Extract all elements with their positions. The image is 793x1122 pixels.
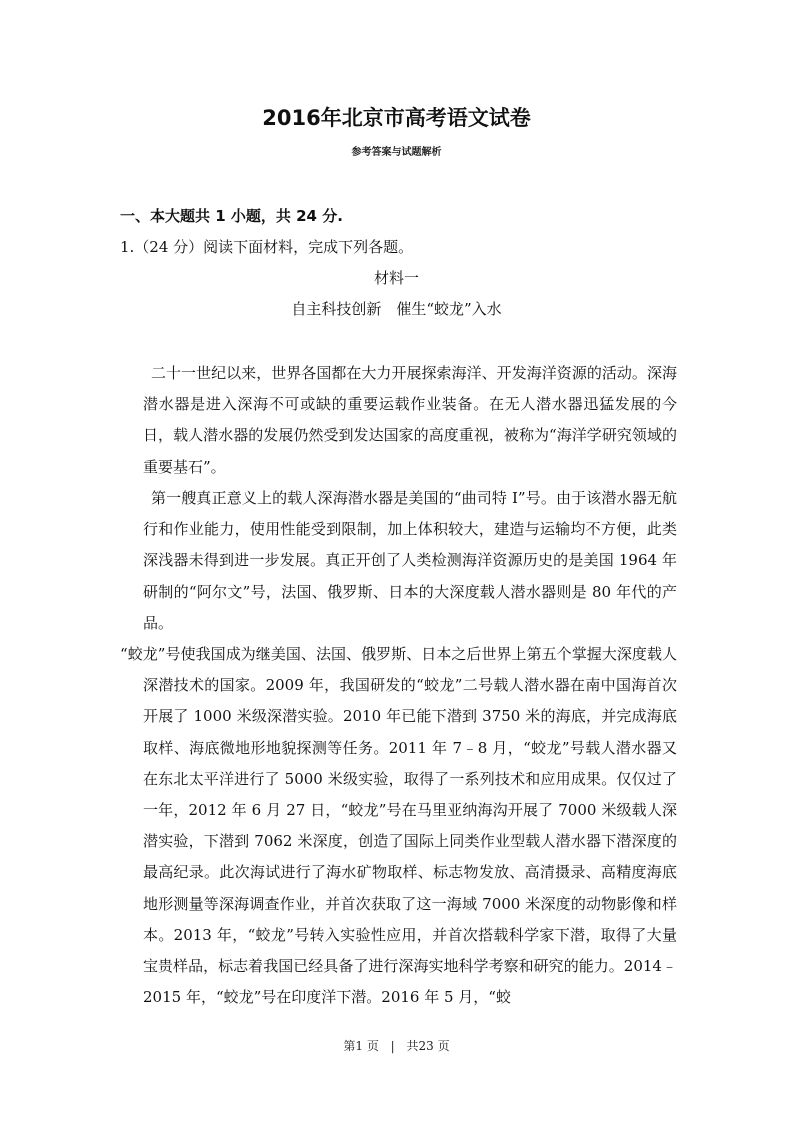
page-subtitle: 参考答案与试题解析 (351, 147, 442, 158)
material-title: 自主科技创新 催生“蛟龙”入水 (291, 300, 502, 318)
paragraph-2: 第一艘真正意义上的载人深海潜水器是美国的“曲司特 I”号。由于该潜水器无航行和作业能力，使用性能受到限制，加上体积较大，建造与运输均不方便，此类深浅器未得到进一步发展。真正开创了人类检测海洋资源历史的是美国 1964 年研制的“阿尔文”号，法国、俄罗斯、日本的大深度载人潜水器则是 80 年代的产品。 (143, 489, 677, 632)
paragraph-1: 二十一世纪以来，世界各国都在大力开展探索海洋、开发海洋资源的活动。深海潜水器是进入深海不可或缺的重要运载作业装备。在无人潜水器迅猛发展的今日，载人潜水器的发展仍然受到发达国家的高度重视，被称为“海洋学研究领域的重要基石”。 (143, 364, 677, 476)
section-heading: 一、本大题共 1 小题，共 24 分. (120, 207, 343, 225)
footer-separator: | (390, 1039, 395, 1053)
page-footer (0, 1038, 793, 1054)
question-intro: 1.（24 分）阅读下面材料，完成下列各题。 (120, 238, 414, 256)
material-label: 材料一 (373, 269, 419, 287)
page-number: 第1 页 (343, 1039, 379, 1053)
paragraph-3: “蛟龙”号使我国成为继美国、法国、俄罗斯、日本之后世界上第五个掌握大深度载人深潜技术的国家。2009 年，我国研发的“蛟龙”二号载人潜水器在南中国海首次开展了 1000 米级深潜实验。2010 年已能下潜到 3750 米的海底，并完成海底取样、海底微地形地貌探测等任务。2011 年 7﹣8 月，“蛟龙”号载人潜水器又在东北太平洋进行了 5000 米级实验，取得了一系列技术和应用成果。仅仅过了一年，2012 年 6 月 27 日，“蛟龙”号在马里亚纳海沟开展了 7000 米级载人深潜实验，下潜到 7062 米深度，创造了国际上同类作业型载人潜水器下潜深度的最高纪录。此次海试进行了海水矿物取样、标志物发放、高清摄录、高精度海底地形测量等深海调查作业，并首次获取了这一海域 7000 米深度的动物影像和样本。2013 年，“蛟龙”号转入实验性应用，并首次搭载科学家下潜，取得了大量宝贵样品，标志着我国已经具备了进行深海实地科学考察和研究的能力。2014﹣2015 年，“蛟龙”号在印度洋下潜。2016 年 5 月，“蛟 (120, 645, 677, 1007)
page-total: 共23 页 (406, 1039, 450, 1053)
page-title: 2016年北京市高考语文试卷 (262, 106, 531, 130)
